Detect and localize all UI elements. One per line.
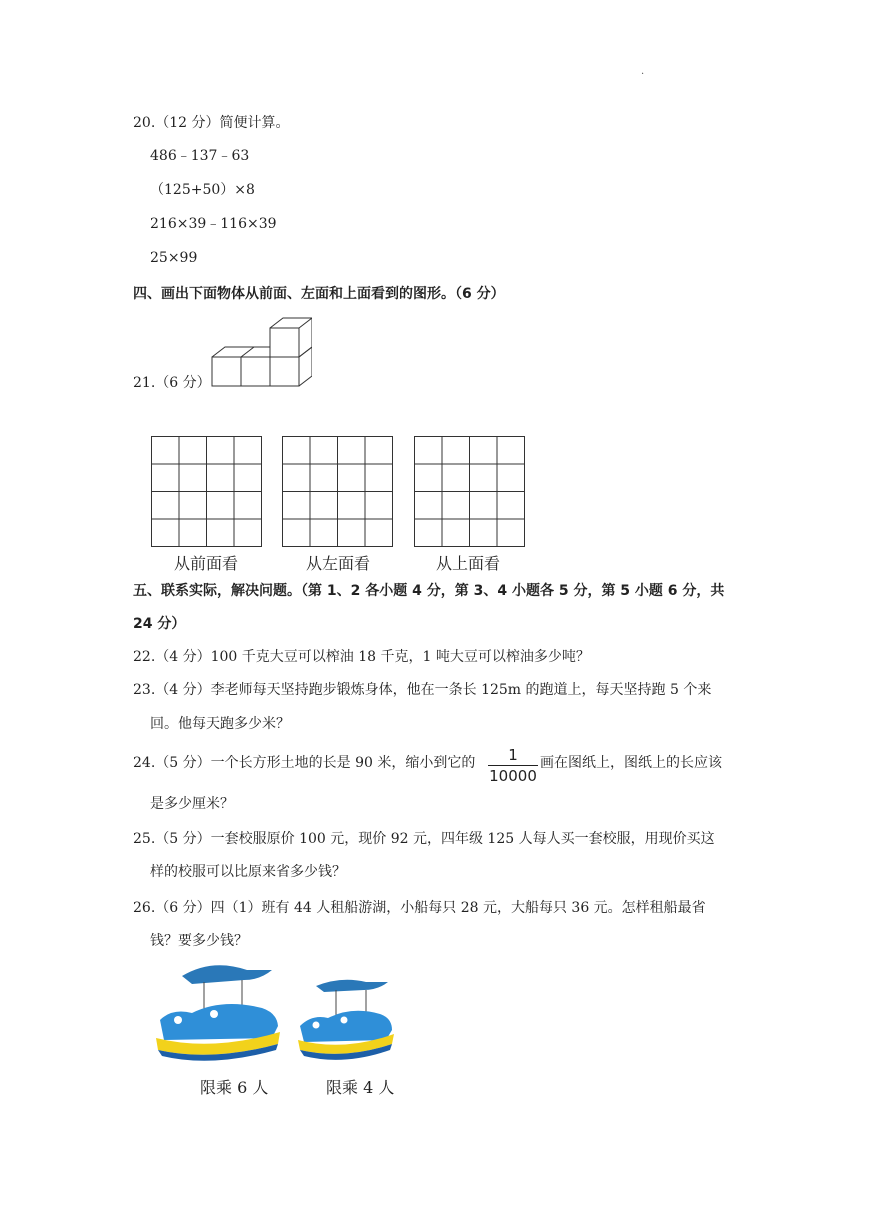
- q24-fraction-denominator: 10000: [489, 767, 537, 785]
- section5-heading-line1: 五、联系实际，解决问题。（第 1、2 各小题 4 分，第 3、4 小题各 5 分，第 5 小题 6 分，共: [133, 583, 725, 599]
- q20-item-4: 25×99: [150, 250, 198, 266]
- q26-line1: 26.（6 分）四（1）班有 44 人租船游湖，小船每只 28 元，大船每只 36 元。怎样租船最省: [133, 900, 706, 916]
- section4-heading: 四、画出下面物体从前面、左面和上面看到的图形。（6 分）: [133, 286, 505, 302]
- q24-line1-after: 画在图纸上，图纸上的长应该: [540, 755, 722, 771]
- fraction-bar: [488, 765, 538, 766]
- q23-line1: 23.（4 分）李老师每天坚持跑步锻炼身体，他在一条长 125m 的跑道上，每天坚持跑 5 个来: [133, 682, 712, 698]
- q24-line2: 是多少厘米？: [150, 796, 234, 812]
- large-boat-image: [152, 958, 284, 1068]
- q20-item-2: （125+50）×8: [150, 182, 255, 198]
- section5-heading-line2: 24 分）: [133, 616, 186, 632]
- q20-title: 20.（12 分）简便计算。: [133, 115, 290, 131]
- boat-label-large: 限乘 6 人: [200, 1078, 269, 1097]
- q24-fraction-numerator: 1: [508, 746, 518, 764]
- cube-figure: [206, 314, 312, 390]
- q24-fraction: [488, 746, 538, 785]
- boat-label-small: 限乘 4 人: [326, 1078, 395, 1097]
- q20-item-3: 216×39﹣116×39: [150, 216, 277, 232]
- grid-left[interactable]: [282, 436, 394, 548]
- q25-line2: 样的校服可以比原来省多少钱？: [150, 864, 346, 880]
- q26-line2: 钱？要多少钱？: [150, 933, 248, 949]
- q20-item-1: 486﹣137﹣63: [150, 148, 250, 164]
- caption-front: 从前面看: [174, 554, 239, 573]
- q23-line2: 回。他每天跑多少米？: [150, 716, 290, 732]
- grid-front[interactable]: [151, 436, 263, 548]
- q21-label: 21.（6 分）: [133, 375, 211, 391]
- q25-line1: 25.（5 分）一套校服原价 100 元，现价 92 元，四年级 125 人每人买一套校服，用现价买这: [133, 831, 715, 847]
- small-boat-image: [296, 970, 396, 1068]
- q22-text: 22.（4 分）100 千克大豆可以榨油 18 千克，1 吨大豆可以榨油多少吨？: [133, 649, 590, 665]
- grid-top[interactable]: [414, 436, 526, 548]
- q24-line1-before: 24.（5 分）一个长方形土地的长是 90 米，缩小到它的: [133, 755, 476, 771]
- caption-top: 从上面看: [436, 554, 501, 573]
- header-dot: .: [641, 66, 645, 77]
- caption-left: 从左面看: [306, 554, 371, 573]
